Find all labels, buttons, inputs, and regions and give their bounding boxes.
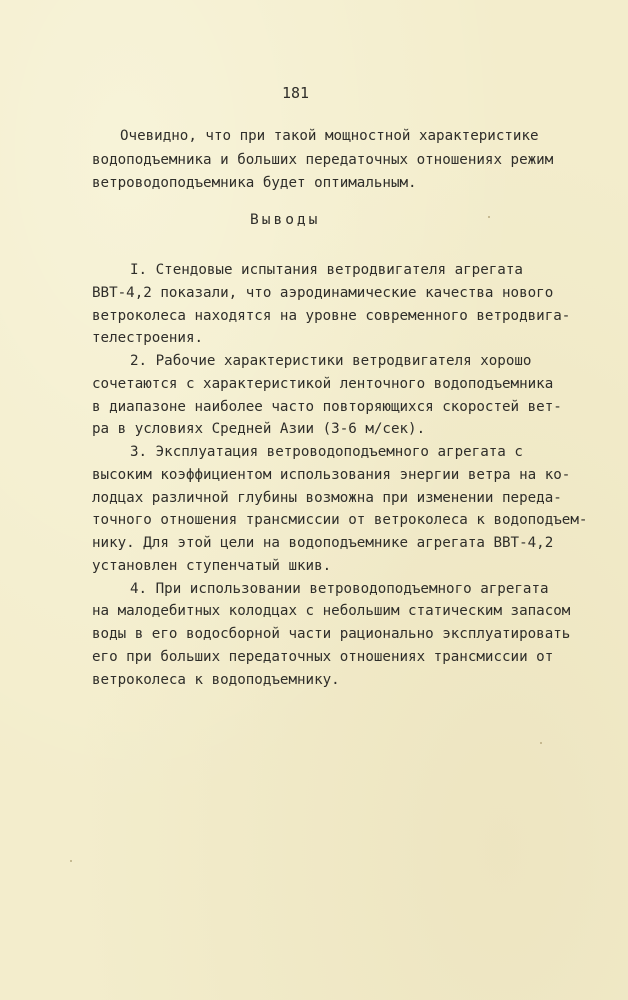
paper-speck [70,860,72,862]
conclusion-line: ветроколеса к водоподъемнику. [92,672,340,688]
conclusion-line: I. Стендовые испытания ветродвигателя агрегата [130,262,523,278]
conclusion-line: 2. Рабочие характеристики ветродвигателя хорошо [130,353,532,369]
conclusion-line: 3. Эксплуатация ветроводоподъемного агрегата с [130,444,523,460]
conclusion-line: его при больших передаточных отношениях трансмиссии от [92,649,554,665]
paper-speck [540,742,542,744]
conclusion-line: ра в условиях Средней Азии (3-6 м/сек). [92,421,426,437]
conclusion-line: нику. Для этой цели на водоподъемнике агрегата ВВТ-4,2 [92,535,554,551]
conclusion-line: на малодебитных колодцах с небольшим статическим запасом [92,603,571,619]
conclusion-line: сочетаются с характеристикой ленточного водоподъемника [92,376,554,392]
conclusion-line: телестроения. [92,330,204,346]
conclusion-line: лодцах различной глубины возможна при изменении переда- [92,490,562,506]
conclusion-line: 4. При использовании ветроводоподъемного агрегата [130,581,549,597]
paper-speck [488,216,490,218]
conclusion-line: в диапазоне наиболее часто повторяющихся скоростей вет- [92,399,562,415]
intro-line-2: водоподъемника и больших передаточных отношениях режим [92,152,554,168]
conclusion-line: воды в его водосборной части рационально эксплуатировать [92,626,571,642]
section-heading: Выводы [250,212,321,228]
conclusion-line: установлен ступенчатый шкив. [92,558,332,574]
conclusion-line: ВВТ-4,2 показали, что аэродинамические качества нового [92,285,554,301]
intro-line-1: Очевидно, что при такой мощностной характеристике [120,128,539,144]
conclusion-line: высоким коэффициентом использования энергии ветра на ко- [92,467,571,483]
page-number: 181 [282,84,310,102]
intro-line-3: ветроводоподъемника будет оптимальным. [92,175,417,191]
conclusion-line: точного отношения трансмиссии от ветроколеса к водоподъем- [92,512,588,528]
conclusion-line: ветроколеса находятся на уровне современного ветродвига- [92,308,571,324]
